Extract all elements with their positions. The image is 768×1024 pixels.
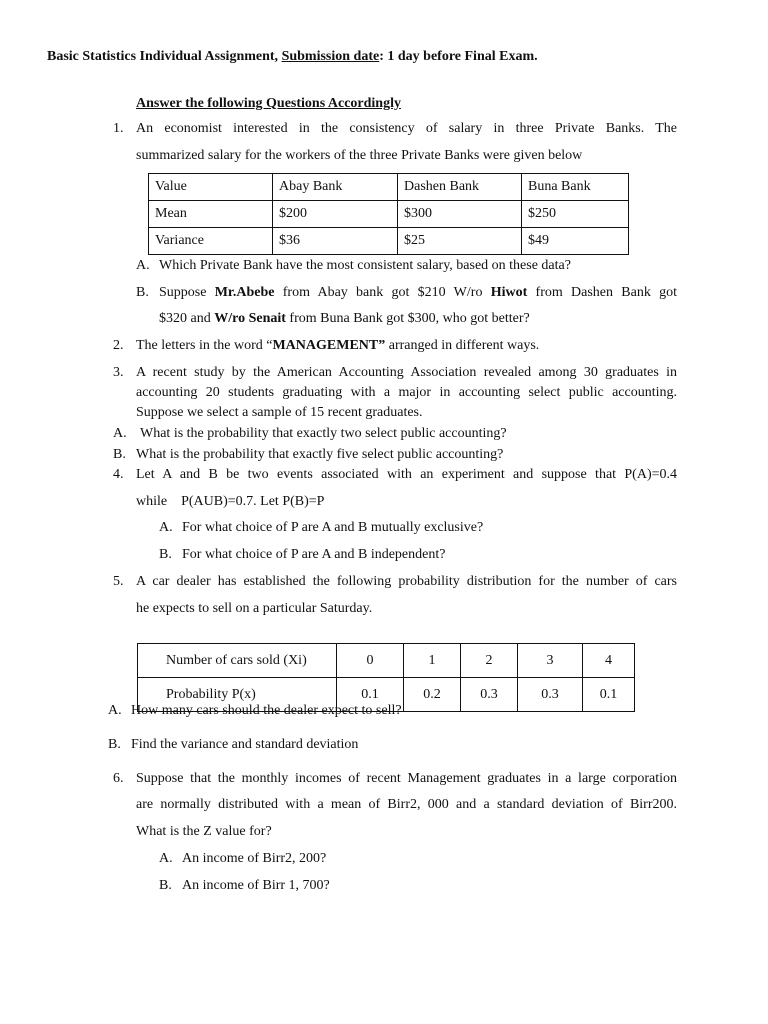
q3-text-line3: Suppose we select a sample of 15 recent graduates.: [136, 405, 423, 420]
table-row: [138, 644, 635, 678]
table-row: [149, 174, 629, 201]
q1-number: 1.: [113, 121, 124, 136]
q4b-label: B.: [159, 547, 172, 562]
q1-text-line1: An economist interested in the consistency of salary in three Private Banks. The: [136, 121, 677, 136]
table-cell: 2: [461, 644, 518, 678]
q6-text-line2: are normally distributed with a mean of Birr2, 000 and a standard deviation of Birr200.: [136, 797, 677, 812]
q4a-label: A.: [159, 520, 173, 535]
q4a-text: For what choice of P are A and B mutually exclusive?: [182, 520, 484, 535]
q3b-text: What is the probability that exactly five select public accounting?: [136, 447, 504, 462]
table-cell: 0.3: [518, 678, 583, 712]
table-cell: 0.1: [337, 678, 404, 712]
table-row: [149, 228, 629, 255]
q3-number: 3.: [113, 365, 124, 380]
q5-number: 5.: [113, 574, 124, 589]
table-cell: 0.3: [461, 678, 518, 712]
q4b-text: For what choice of P are A and B independent?: [182, 547, 446, 562]
q3a-text: What is the probability that exactly two select public accounting?: [140, 426, 507, 441]
q5-text-line1: A car dealer has established the following probability distribution for the number of cars: [136, 574, 677, 589]
q1b-text-line2: $320 and W/ro Senait from Buna Bank got $300, who got better?: [159, 311, 530, 326]
bank-salary-table: [148, 173, 629, 255]
table-cell: $250: [522, 201, 629, 228]
q2-number: 2.: [113, 338, 124, 353]
section-heading: Answer the following Questions Accordingly: [136, 96, 401, 111]
q4-number: 4.: [113, 467, 124, 482]
q1-text-line2: summarized salary for the workers of the three Private Banks were given below: [136, 148, 583, 163]
q3b-label: B.: [113, 447, 126, 462]
submission-date-label: Submission date: [281, 49, 380, 64]
q4-text-line1: Let A and B be two events associated with an experiment and suppose that P(A)=0.4: [136, 467, 677, 482]
table-cell: 4: [583, 644, 635, 678]
table-row: [149, 201, 629, 228]
q6-number: 6.: [113, 771, 124, 786]
table-cell: Number of cars sold (Xi): [138, 644, 337, 678]
q5-text-line2: he expects to sell on a particular Saturday.: [136, 601, 373, 616]
q5a-text: How many cars should the dealer expect to sell?: [131, 703, 402, 718]
q6a-label: A.: [159, 851, 173, 866]
q1b-text-line1: Suppose Mr.Abebe from Abay bank got $210 W/ro Hiwot from Dashen Bank got: [159, 285, 677, 300]
q1a-text: Which Private Bank have the most consistent salary, based on these data?: [159, 258, 571, 273]
table-cell: 1: [404, 644, 461, 678]
q6b-label: B.: [159, 878, 172, 893]
table-cell: Probability P(x): [138, 678, 337, 712]
q5a-label: A.: [108, 703, 122, 718]
q4-text-line2: while P(AUB)=0.7. Let P(B)=P: [136, 494, 325, 509]
table-cell: 0.1: [583, 678, 635, 712]
q3a-label: A.: [113, 426, 127, 441]
q6b-text: An income of Birr 1, 700?: [182, 878, 330, 893]
table-cell: $36: [273, 228, 398, 255]
table-cell: Variance: [149, 228, 273, 255]
table-header-cell: Dashen Bank: [398, 174, 522, 201]
q2-text: The letters in the word “MANAGEMENT” arranged in different ways.: [136, 338, 540, 353]
table-cell: 3: [518, 644, 583, 678]
q5b-label: B.: [108, 737, 121, 752]
q3-text-line1: A recent study by the American Accounting Association revealed among 30 graduates in: [136, 365, 677, 380]
q6-text-line1: Suppose that the monthly incomes of recent Management graduates in a large corporation: [136, 771, 677, 786]
table-cell: $49: [522, 228, 629, 255]
q5b-text: Find the variance and standard deviation: [131, 737, 359, 752]
table-cell: $200: [273, 201, 398, 228]
table-cell: $300: [398, 201, 522, 228]
q1a-label: A.: [136, 258, 150, 273]
table-header-cell: Abay Bank: [273, 174, 398, 201]
q6-text-line3: What is the Z value for?: [136, 824, 272, 839]
table-cell: $25: [398, 228, 522, 255]
table-header-cell: Value: [149, 174, 273, 201]
table-header-cell: Buna Bank: [522, 174, 629, 201]
table-cell: Mean: [149, 201, 273, 228]
q1b-label: B.: [136, 285, 149, 300]
q3-text-line2: accounting 20 students graduating with a major in accounting select public accounting.: [136, 385, 677, 400]
document-title: Basic Statistics Individual Assignment, Submission date: 1 day before Final Exam.: [47, 49, 538, 64]
q6a-text: An income of Birr2, 200?: [182, 851, 327, 866]
table-cell: 0.2: [404, 678, 461, 712]
table-cell: 0: [337, 644, 404, 678]
